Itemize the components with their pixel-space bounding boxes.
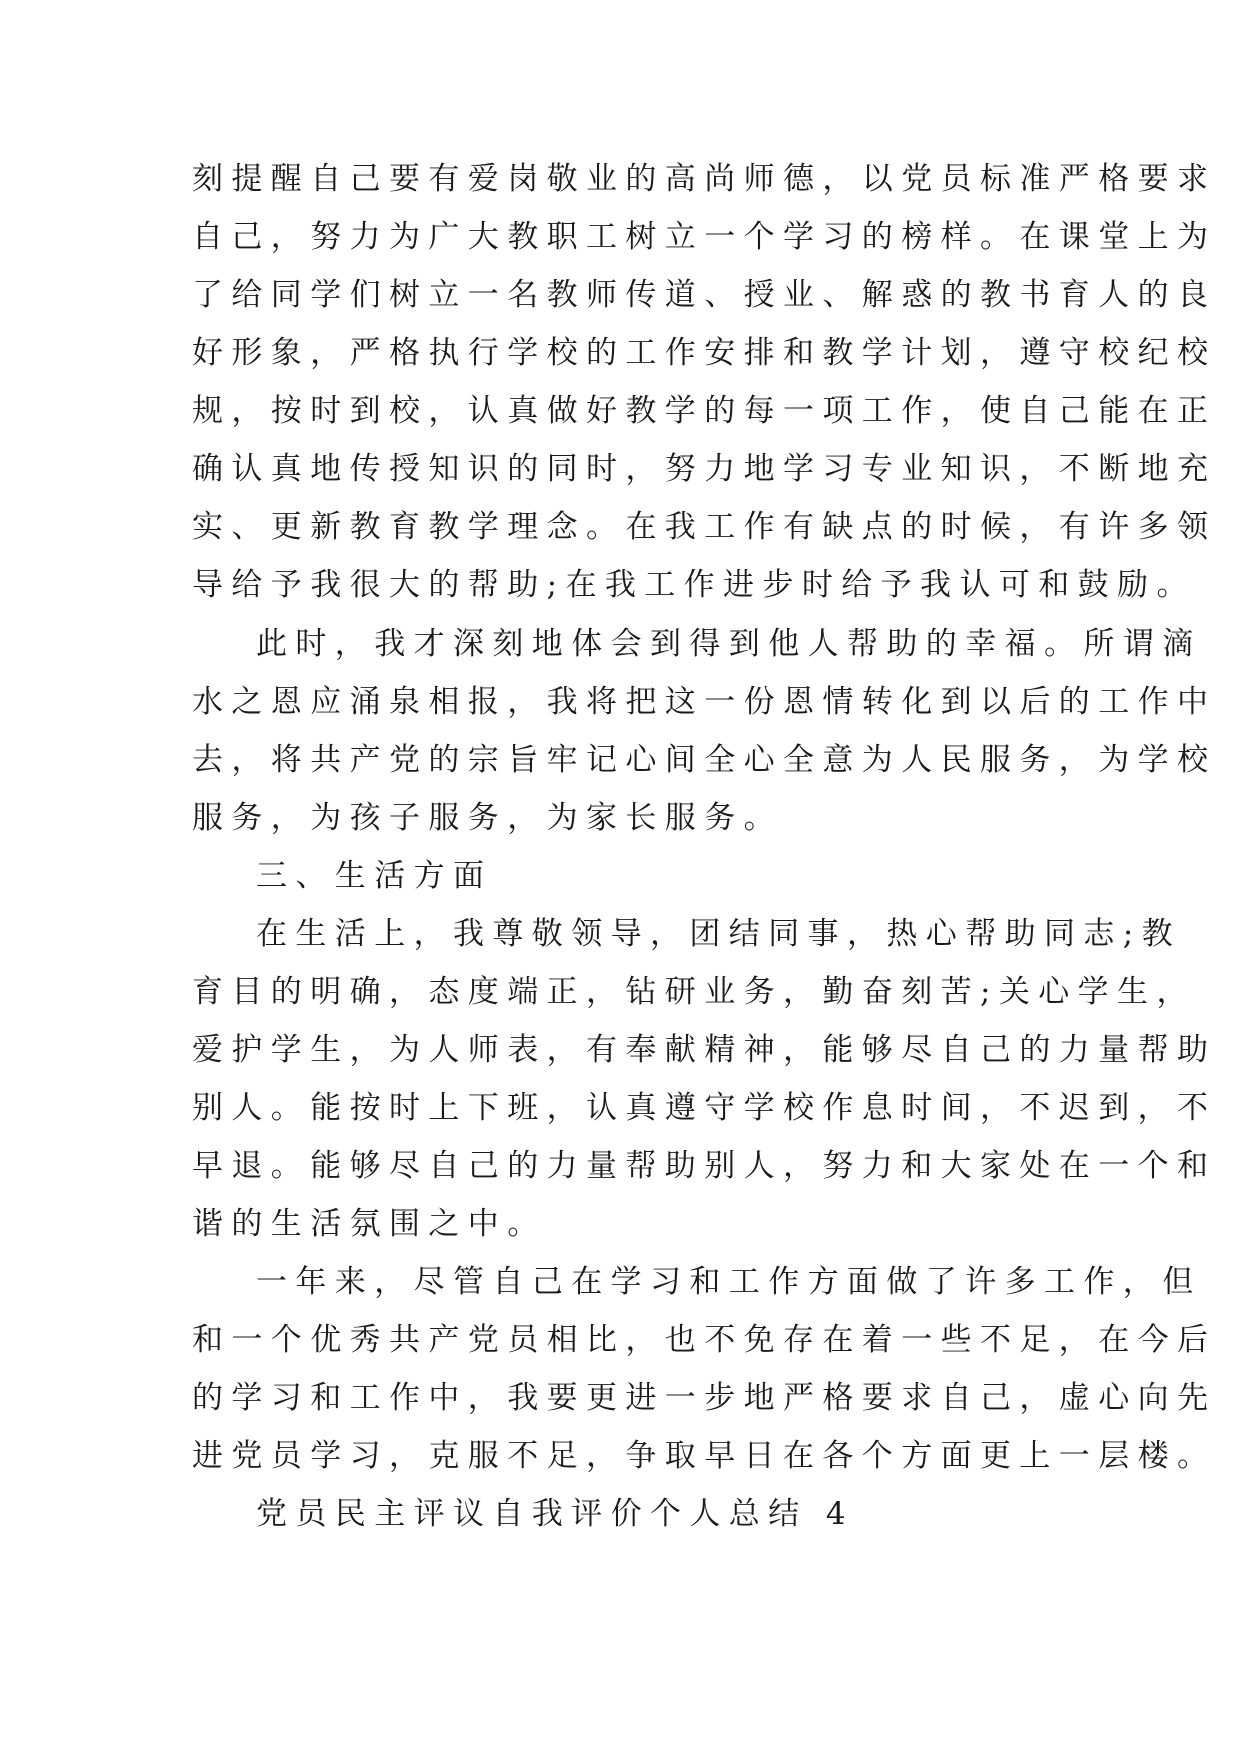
text-line: 了给同学们树立一名教师传道、授业、解惑的教书育人的良 bbox=[192, 277, 1217, 313]
text-line: 实、更新教育教学理念。在我工作有缺点的时候，有许多领 bbox=[192, 509, 1217, 545]
text-line: 谐的生活氛围之中。 bbox=[192, 1206, 547, 1242]
text-line: 规，按时到校，认真做好教学的每一项工作，使自己能在正 bbox=[192, 393, 1217, 429]
text-line: 爱护学生，为人师表，有奉献精神，能够尽自己的力量帮助 bbox=[192, 1032, 1217, 1068]
text-line: 水之恩应涌泉相报，我将把这一份恩情转化到以后的工作中 bbox=[192, 684, 1217, 720]
text-line: 导给予我很大的帮助;在我工作进步时给予我认可和鼓励。 bbox=[192, 567, 1196, 603]
section-heading: 三、生活方面 bbox=[256, 858, 493, 894]
text-line: 好形象，严格执行学校的工作安排和教学计划，遵守校纪校 bbox=[192, 335, 1217, 371]
paragraph-start-line: 此时，我才深刻地体会到得到他人帮助的幸福。所谓滴 bbox=[256, 626, 1202, 662]
text-line: 别人。能按时上下班，认真遵守学校作息时间，不迟到，不 bbox=[192, 1090, 1217, 1126]
text-line: 育目的明确，态度端正，钻研业务，勤奋刻苦;关心学生， bbox=[192, 974, 1196, 1010]
text-line: 和一个优秀共产党员相比，也不免存在着一些不足，在今后 bbox=[192, 1322, 1217, 1358]
text-line: 去，将共产党的宗旨牢记心间全心全意为人民服务，为学校 bbox=[192, 742, 1217, 778]
text-line: 确认真地传授知识的同时，努力地学习专业知识，不断地充 bbox=[192, 451, 1217, 487]
paragraph-start-line: 在生活上，我尊敬领导，团结同事，热心帮助同志;教 bbox=[256, 916, 1182, 952]
text-line: 自己，努力为广大教职工树立一个学习的榜样。在课堂上为 bbox=[192, 219, 1217, 255]
text-line: 的学习和工作中，我要更进一步地严格要求自己，虚心向先 bbox=[192, 1380, 1217, 1416]
text-line: 刻提醒自己要有爱岗敬业的高尚师德，以党员标准严格要求 bbox=[192, 161, 1217, 197]
text-line: 早退。能够尽自己的力量帮助别人，努力和大家处在一个和 bbox=[192, 1148, 1217, 1184]
text-line: 进党员学习，克服不足，争取早日在各个方面更上一层楼。 bbox=[192, 1438, 1217, 1474]
paragraph-start-line: 一年来，尽管自己在学习和工作方面做了许多工作，但 bbox=[256, 1264, 1202, 1300]
section-title: 党员民主评议自我评价个人总结 4 bbox=[256, 1496, 854, 1532]
text-line: 服务，为孩子服务，为家长服务。 bbox=[192, 800, 783, 836]
